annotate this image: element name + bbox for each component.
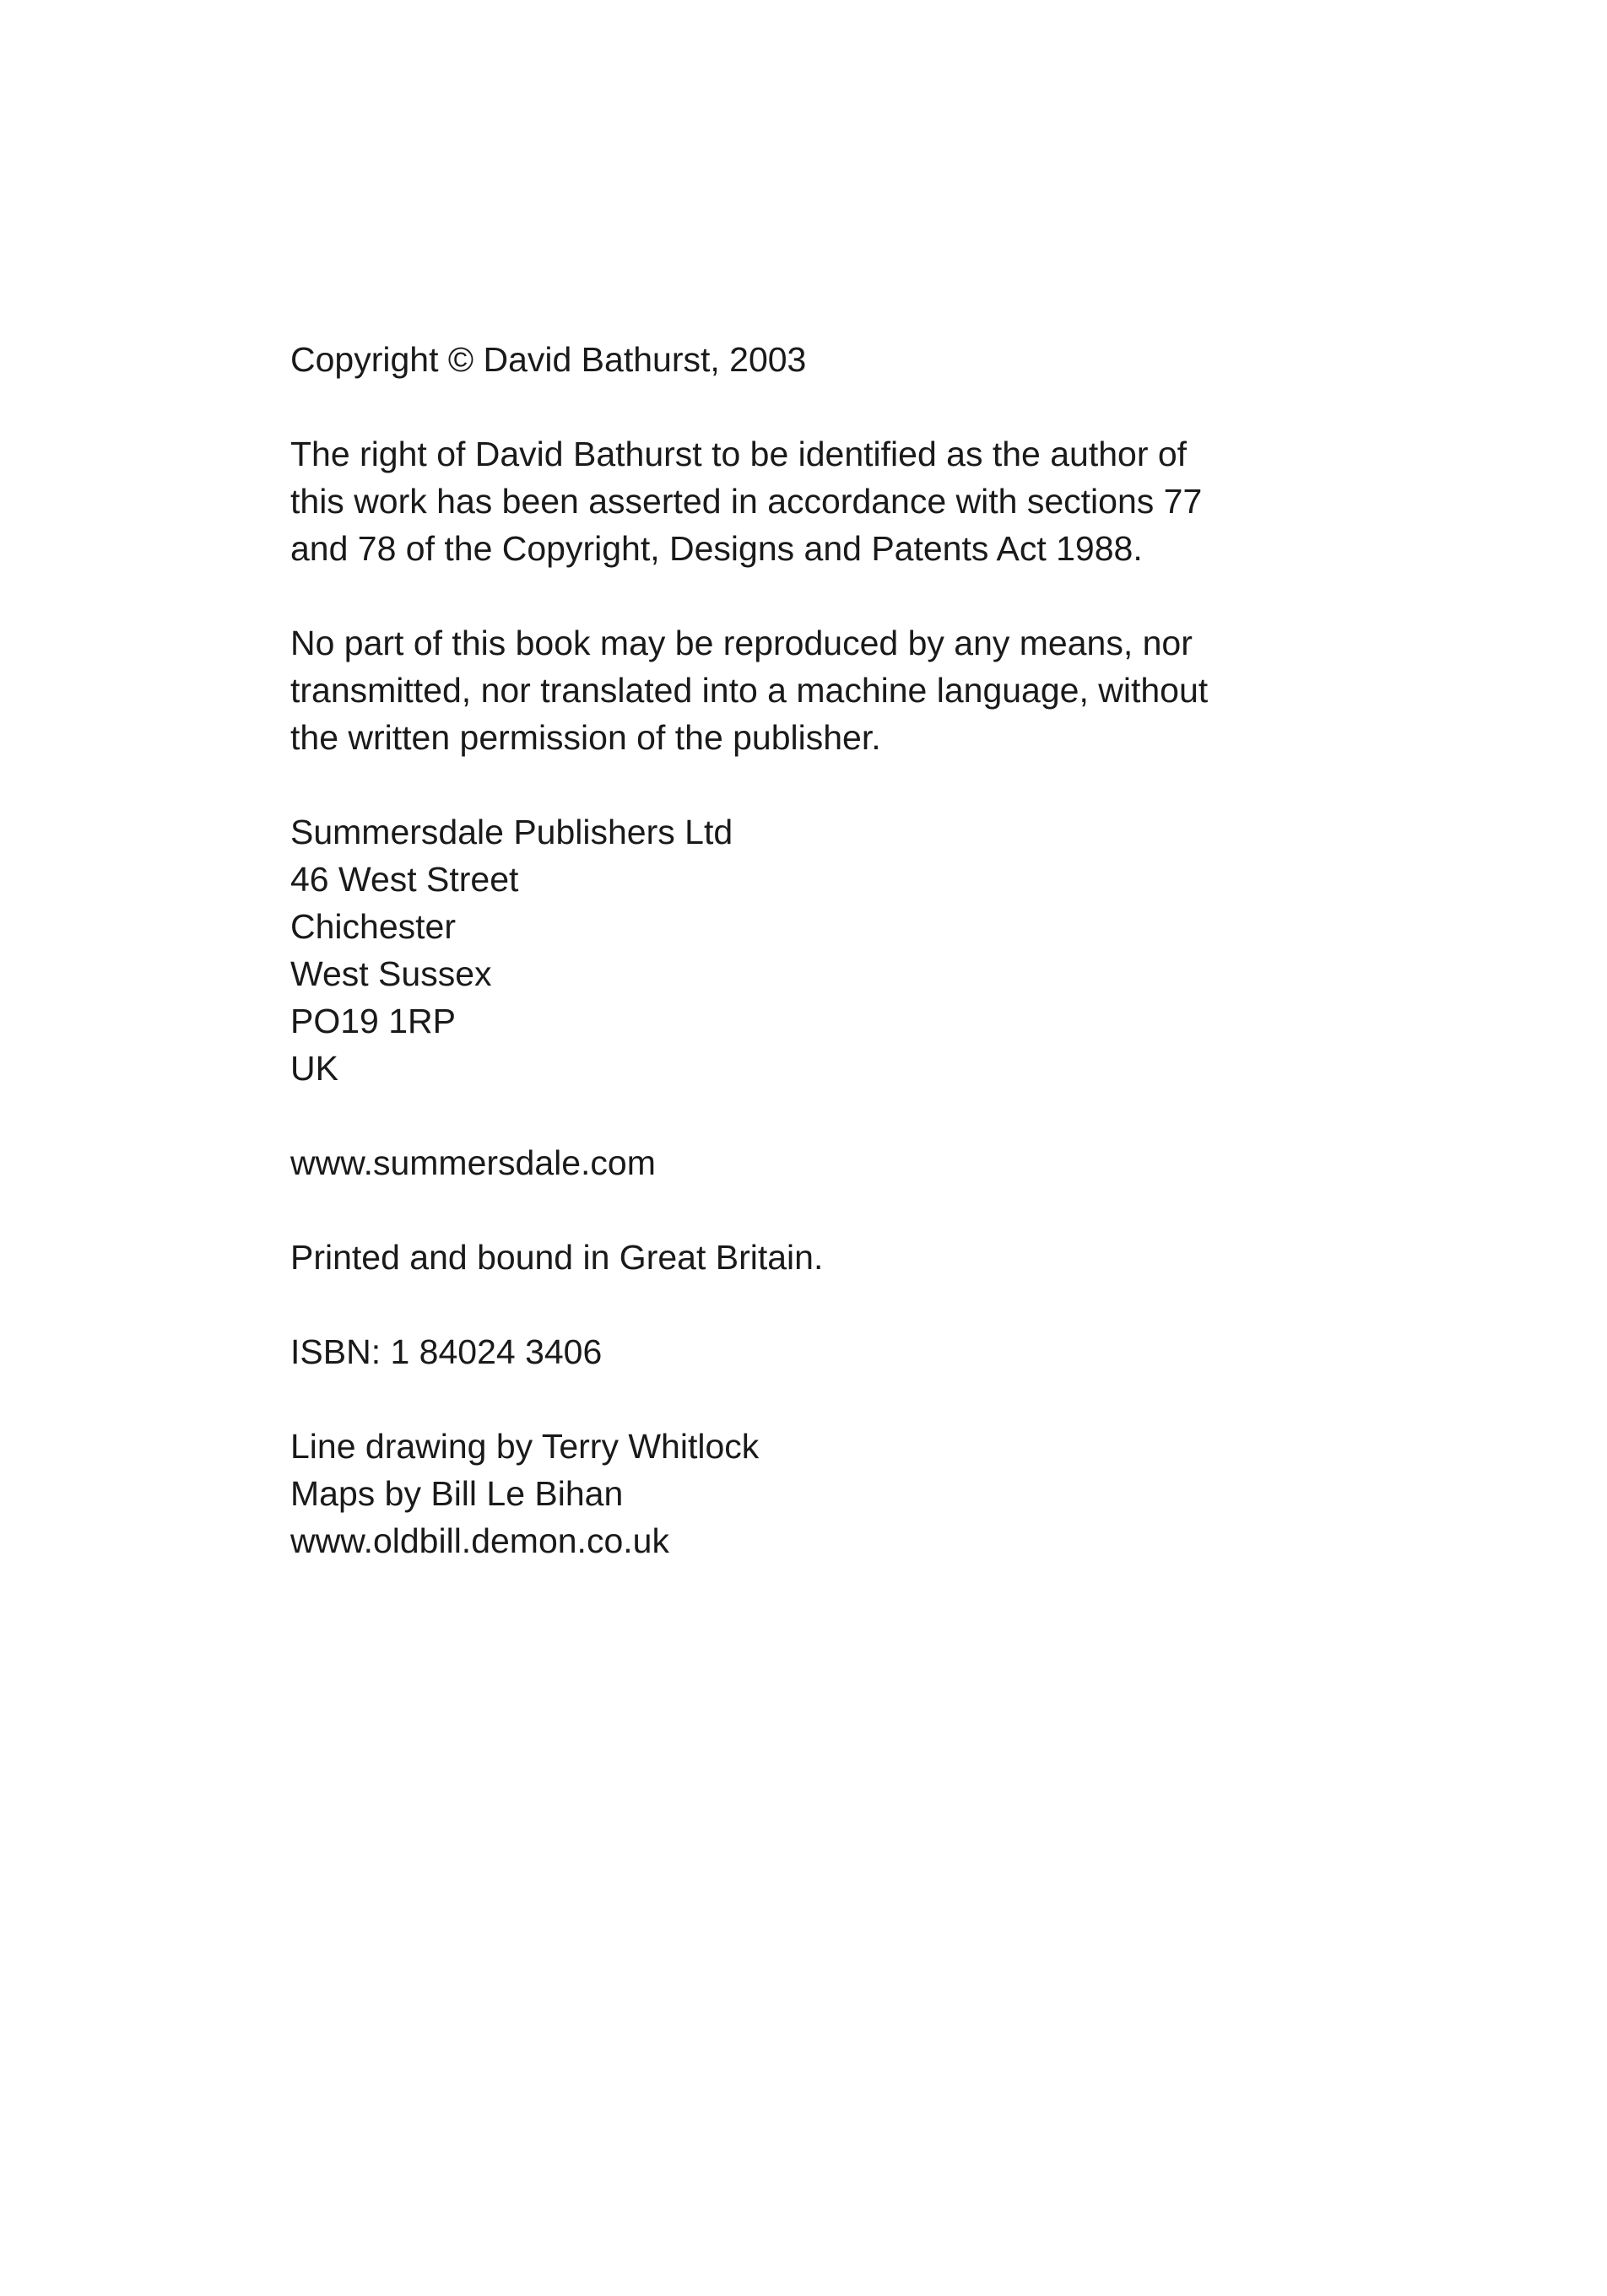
isbn-line: ISBN: 1 84024 3406 [290,1332,603,1371]
publisher-address [290,808,1320,1092]
moral-rights-line: this work has been asserted in accordance with sections 77 [290,482,1203,521]
publisher-name: Summersdale Publishers Ltd [290,813,733,851]
maps-website: www.oldbill.demon.co.uk [290,1521,669,1560]
publisher-county: West Sussex [290,954,492,993]
reproduction-notice-line: transmitted, nor translated into a machine language, without [290,671,1209,710]
moral-rights-paragraph [290,430,1320,572]
publisher-town: Chichester [290,907,456,946]
imprint-text-block [290,336,1320,1612]
reproduction-notice-line: No part of this book may be reproduced by any means, nor [290,624,1193,662]
copyright-line: Copyright © David Bathurst, 2003 [290,340,807,379]
line-drawing-credit: Line drawing by Terry Whitlock [290,1427,760,1466]
publisher-postcode: PO19 1RP [290,1002,456,1040]
moral-rights-line: The right of David Bathurst to be identified as the author of [290,435,1188,473]
printed-notice: Printed and bound in Great Britain. [290,1238,824,1277]
credits-block [290,1423,1320,1564]
moral-rights-line: and 78 of the Copyright, Designs and Patents Act 1988. [290,529,1143,568]
publisher-street: 46 West Street [290,860,519,899]
publisher-country: UK [290,1049,338,1088]
maps-credit: Maps by Bill Le Bihan [290,1474,624,1513]
publisher-website: www.summersdale.com [290,1143,656,1182]
reproduction-notice-line: the written permission of the publisher. [290,718,881,757]
reproduction-notice-paragraph [290,619,1320,761]
